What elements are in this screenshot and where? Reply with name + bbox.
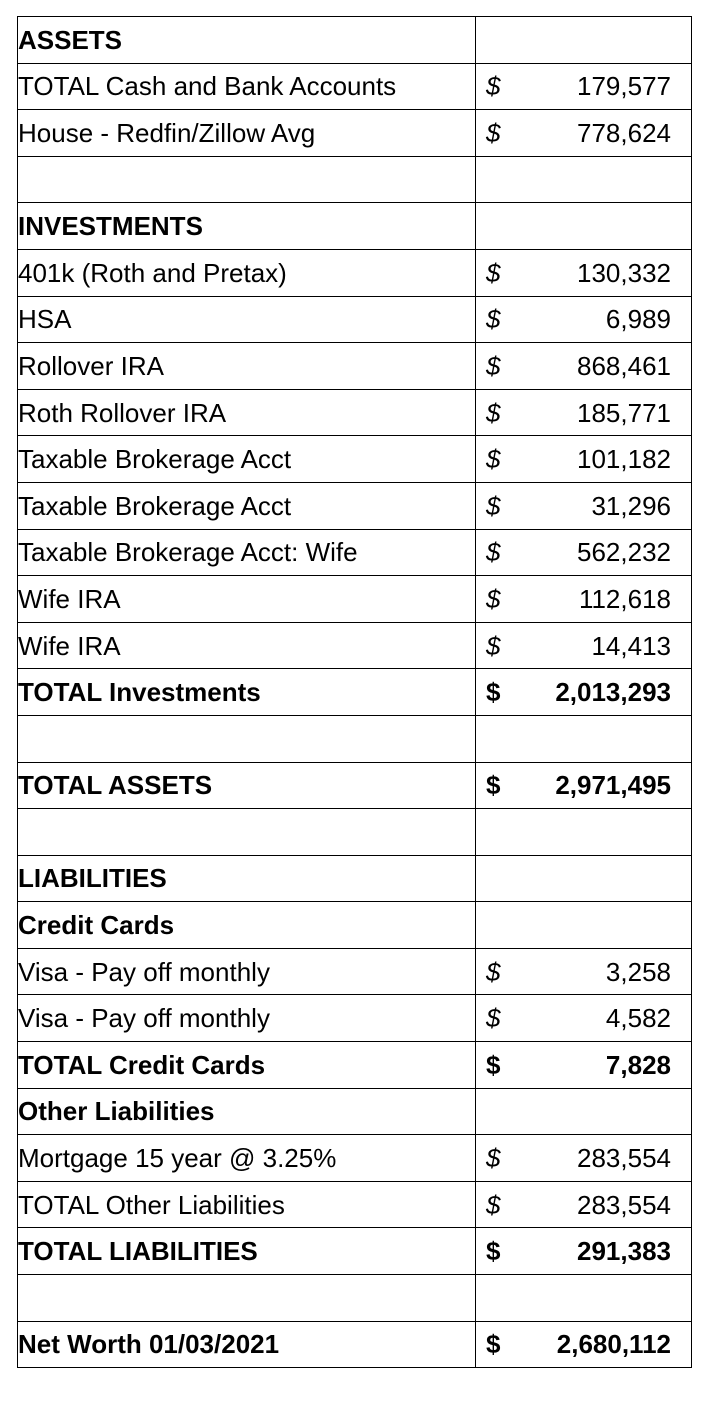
table-row [18,63,692,110]
row-label-cell[interactable] [18,110,476,157]
row-amount-cell[interactable] [476,715,692,762]
row-amount: 2,013,293 [555,677,671,708]
row-label-cell[interactable] [18,1275,476,1322]
row-label-cell[interactable] [18,296,476,343]
currency-symbol: $ [486,1143,501,1174]
row-label-cell[interactable] [18,389,476,436]
row-amount: 101,182 [577,444,671,475]
row-label: INVESTMENTS [18,211,203,242]
row-amount: 2,680,112 [556,1329,671,1360]
row-label-cell[interactable] [18,762,476,809]
row-amount-cell[interactable] [476,63,692,110]
row-label-cell[interactable] [18,249,476,296]
row-amount: 2,971,495 [555,770,671,801]
row-amount-cell[interactable] [476,995,692,1042]
row-label-cell[interactable] [18,622,476,669]
table-row [18,855,692,902]
row-amount: 14,413 [591,630,671,661]
row-amount-cell[interactable] [476,343,692,390]
currency-symbol: $ [486,257,501,288]
row-label-cell[interactable] [18,902,476,949]
row-amount-cell[interactable] [476,762,692,809]
row-label-cell[interactable] [18,1321,476,1368]
currency-symbol: $ [486,583,501,614]
currency-symbol: $ [486,397,501,428]
row-amount: 6,989 [605,304,671,335]
row-amount-cell[interactable] [476,1042,692,1089]
row-amount-cell[interactable] [476,529,692,576]
table-row [18,809,692,856]
row-label-cell[interactable] [18,203,476,250]
row-amount-cell[interactable] [476,436,692,483]
row-label-cell[interactable] [18,482,476,529]
row-amount: 868,461 [577,350,671,381]
table-row [18,529,692,576]
row-label: Taxable Brokerage Acct: Wife [18,537,358,568]
table-row [18,622,692,669]
row-label: LIABILITIES [18,863,167,894]
table-row [18,482,692,529]
row-label: Wife IRA [18,583,121,614]
row-amount: 4,582 [605,1003,671,1034]
table-row [18,576,692,623]
row-label-cell[interactable] [18,855,476,902]
table-row [18,1228,692,1275]
row-amount-cell[interactable] [476,203,692,250]
row-label: Taxable Brokerage Acct [18,444,292,475]
table-row [18,715,692,762]
currency-symbol: $ [486,350,501,381]
row-label: TOTAL Other Liabilities [18,1189,285,1220]
table-row [18,1088,692,1135]
table-row [18,762,692,809]
row-amount-cell[interactable] [476,1088,692,1135]
row-amount-cell[interactable] [476,948,692,995]
row-label: Roth Rollover IRA [18,397,227,428]
net-worth-table [17,16,692,1368]
table-row [18,156,692,203]
table-row [18,995,692,1042]
currency-symbol: $ [486,630,501,661]
row-label: Credit Cards [18,910,175,941]
row-label-cell[interactable] [18,1088,476,1135]
row-label-cell[interactable] [18,1042,476,1089]
row-amount-cell[interactable] [476,622,692,669]
table-row [18,1042,692,1089]
table-row [18,296,692,343]
row-label: 401k (Roth and Pretax) [18,257,287,288]
row-label: Visa - Pay off monthly [18,956,270,987]
row-label: House - Redfin/Zillow Avg [18,117,316,148]
row-amount: 778,624 [577,117,671,148]
table-row [18,110,692,157]
row-label: TOTAL Cash and Bank Accounts [18,71,397,102]
row-amount: 179,577 [577,71,671,102]
table-row [18,1275,692,1322]
currency-symbol: $ [486,677,501,708]
row-label: TOTAL LIABILITIES [18,1236,258,1267]
row-label: Taxable Brokerage Acct [18,490,292,521]
row-label-cell[interactable] [18,436,476,483]
row-amount-cell[interactable] [476,669,692,716]
table-row [18,1135,692,1182]
currency-symbol: $ [486,1236,501,1267]
row-amount: 31,296 [591,490,671,521]
row-amount-cell[interactable] [476,1275,692,1322]
row-amount-cell[interactable] [476,1321,692,1368]
currency-symbol: $ [486,1003,501,1034]
row-label-cell[interactable] [18,715,476,762]
row-label: Other Liabilities [18,1096,215,1127]
currency-symbol: $ [486,537,501,568]
row-amount-cell[interactable] [476,809,692,856]
row-amount: 291,383 [577,1236,671,1267]
row-label: Mortgage 15 year @ 3.25% [18,1143,337,1174]
currency-symbol: $ [486,490,501,521]
table-row [18,1321,692,1368]
row-label-cell[interactable] [18,1181,476,1228]
row-amount: 283,554 [577,1143,671,1174]
currency-symbol: $ [486,1189,501,1220]
row-amount: 7,828 [605,1049,671,1080]
row-amount: 562,232 [577,537,671,568]
row-amount: 112,618 [578,583,671,614]
row-label-cell[interactable] [18,343,476,390]
table-row [18,902,692,949]
row-amount-cell[interactable] [476,1228,692,1275]
row-amount: 3,258 [605,956,671,987]
table-row [18,249,692,296]
row-amount-cell[interactable] [476,482,692,529]
net-worth-table-body [18,17,692,1368]
row-amount-cell[interactable] [476,156,692,203]
row-amount: 130,332 [577,257,671,288]
row-label-cell[interactable] [18,809,476,856]
row-amount-cell[interactable] [476,1181,692,1228]
row-label-cell[interactable] [18,1135,476,1182]
row-label-cell[interactable] [18,948,476,995]
currency-symbol: $ [486,71,501,102]
row-label-cell[interactable] [18,995,476,1042]
row-label-cell[interactable] [18,669,476,716]
currency-symbol: $ [486,1329,501,1360]
row-amount-cell[interactable] [476,389,692,436]
table-row [18,1181,692,1228]
row-label-cell[interactable] [18,529,476,576]
row-amount: 283,554 [577,1189,671,1220]
table-row [18,436,692,483]
row-amount-cell[interactable] [476,576,692,623]
table-row [18,669,692,716]
table-row [18,17,692,64]
currency-symbol: $ [486,304,501,335]
row-label: HSA [18,304,72,335]
row-label: ASSETS [18,24,123,55]
currency-symbol: $ [486,117,501,148]
currency-symbol: $ [486,1049,501,1080]
row-label-cell[interactable] [18,576,476,623]
row-label: Net Worth 01/03/2021 [18,1329,280,1360]
row-amount-cell[interactable] [476,296,692,343]
row-label-cell[interactable] [18,63,476,110]
row-amount-cell[interactable] [476,1135,692,1182]
currency-symbol: $ [486,956,501,987]
table-row [18,203,692,250]
row-amount-cell[interactable] [476,902,692,949]
currency-symbol: $ [486,444,501,475]
row-amount-cell[interactable] [476,17,692,64]
row-label: TOTAL ASSETS [18,770,213,801]
row-label: Wife IRA [18,630,121,661]
row-label-cell[interactable] [18,1228,476,1275]
table-row [18,948,692,995]
row-label: Visa - Pay off monthly [18,1003,270,1034]
row-label: Rollover IRA [18,350,164,381]
row-amount-cell[interactable] [476,249,692,296]
row-label: TOTAL Investments [18,677,261,708]
row-amount-cell[interactable] [476,855,692,902]
currency-symbol: $ [486,770,501,801]
row-label-cell[interactable] [18,17,476,64]
table-row [18,389,692,436]
row-amount-cell[interactable] [476,110,692,157]
table-row [18,343,692,390]
row-label-cell[interactable] [18,156,476,203]
row-label: TOTAL Credit Cards [18,1049,266,1080]
row-amount: 185,771 [577,397,671,428]
